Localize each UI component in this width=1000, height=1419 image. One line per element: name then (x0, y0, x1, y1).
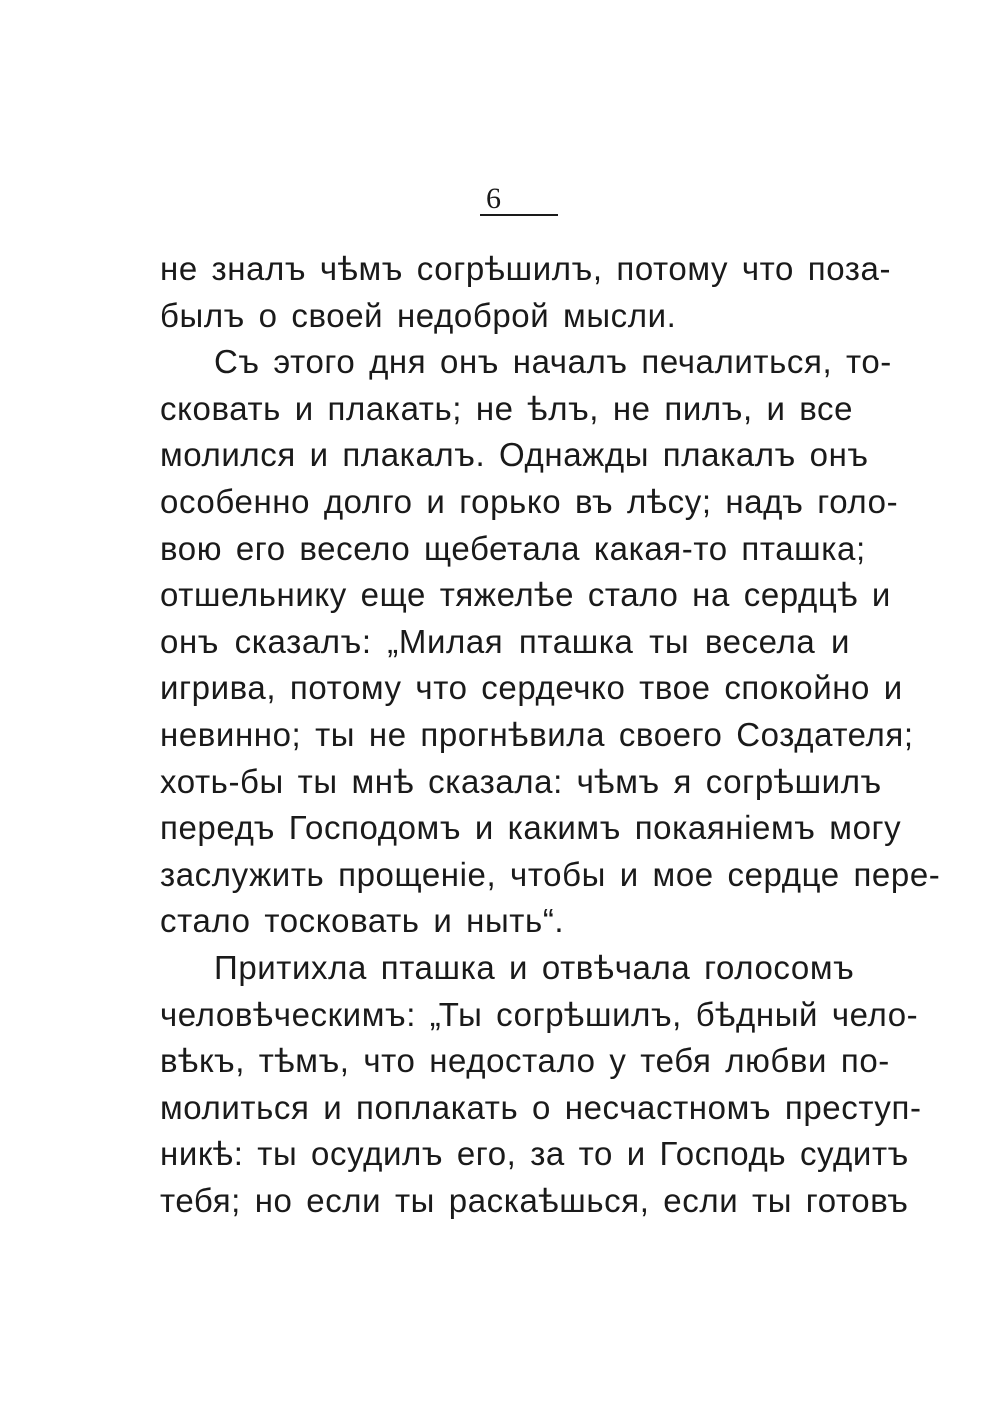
text-line: хоть-бы ты мнѣ сказала: чѣмъ я согрѣшилъ (160, 762, 882, 800)
text-line: вѣкъ, тѣмъ, что недостало у тебя любви по- (160, 1042, 890, 1080)
text-line: вою его весело щебетала какая-то пташка; (160, 529, 866, 567)
text-line: тебя; но если ты раскаѣшься, если ты готовъ (160, 1181, 909, 1219)
text-line: никѣ: ты осудилъ его, за то и Господь судитъ (160, 1135, 909, 1173)
text-line: игрива, потому что сердечко твое спокойно и (160, 669, 903, 707)
text-line: стало тосковать и ныть“. (160, 902, 565, 940)
text-line: былъ о своей недоброй мысли. (160, 296, 677, 334)
header-rule (480, 214, 558, 216)
text-line: сковать и плакать; не ѣлъ, не пилъ, и все (160, 389, 854, 427)
text-line: передъ Господомъ и какимъ покаяніемъ могу (160, 809, 902, 847)
text-line: заслужить прощеніе, чтобы и мое сердце пере- (160, 855, 941, 893)
text-line: молиться и поплакать о несчастномъ преступ- (160, 1088, 922, 1126)
text-line: отшельнику еще тяжелѣе стало на сердцѣ и (160, 576, 891, 614)
text-line: особенно долго и горько въ лѣсу; надъ голо- (160, 482, 899, 520)
page-number: 6 (486, 182, 501, 215)
text-line: не зналъ чѣмъ согрѣшилъ, потому что поза- (160, 250, 892, 287)
text-line: невинно; ты не прогнѣвила своего Создателя; (160, 715, 914, 753)
text-line: Притихла пташка и отвѣчала голосомъ (214, 948, 855, 986)
text-line: Съ этого дня онъ началъ печалиться, то- (214, 343, 892, 381)
text-line: онъ сказалъ: „Милая пташка ты весела и (160, 622, 850, 660)
body-text (160, 246, 941, 1224)
page-header (0, 182, 1000, 222)
text-line: человѣческимъ: „Ты согрѣшилъ, бѣдный чело- (160, 995, 919, 1033)
text-line: молился и плакалъ. Однажды плакалъ онъ (160, 436, 869, 474)
